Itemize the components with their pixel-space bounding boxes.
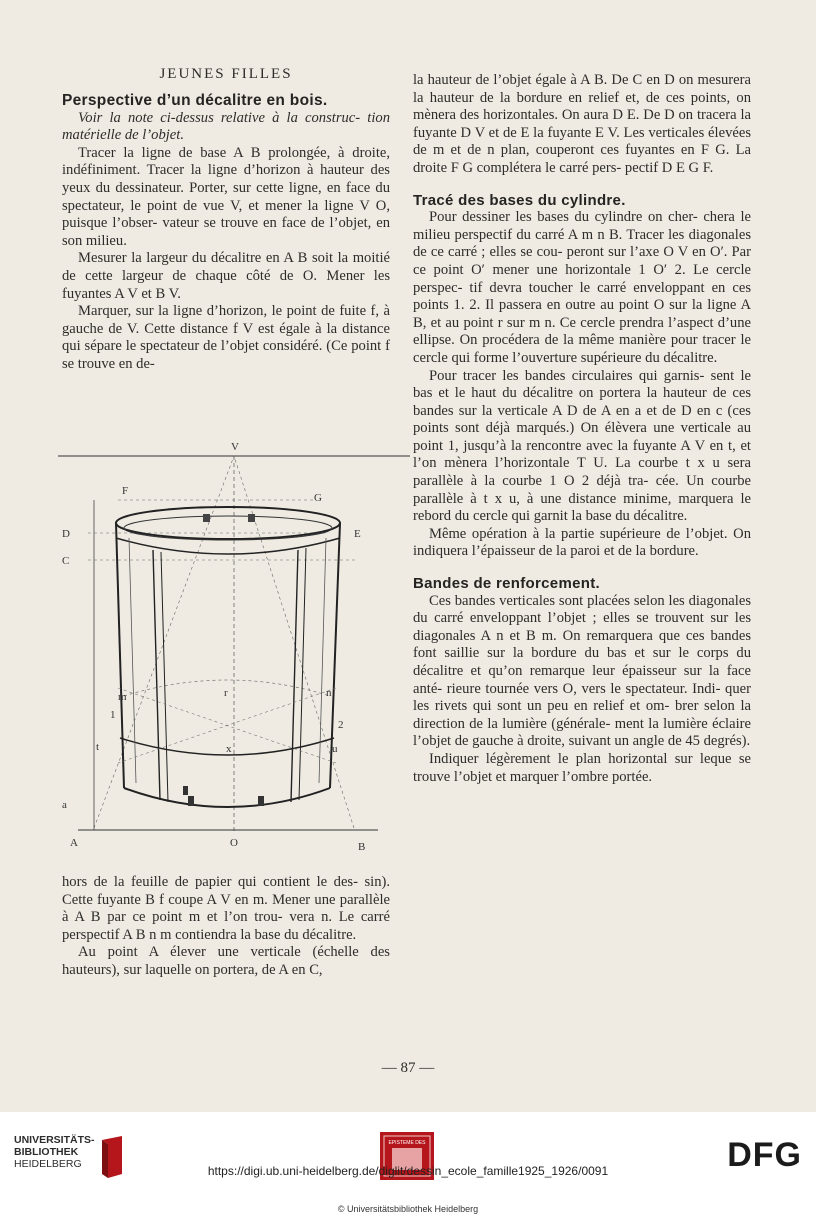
label-V: V: [231, 441, 239, 453]
section-title-bandes: Bandes de renforcement.: [413, 575, 600, 593]
right-paragraph-1: Pour dessiner les bases du cylindre on cher- chera le milieu perspectif du carré A m n B. Tracer les diagonales de ce carré ; elles se cou- peront sur l’axe O V en O′. Par ce point O′ mener une horizontale 1 O′ 2. Le cercle perspec- tif devra toucher le carré enveloppant en ces points 1. 2. Il passera en outre au point O sur la ligne A B, et au point r sur m n. Ce cercle prendra l’aspect d’une ellipse. On procédera de la même manière pour tracer le cercle qui forme l’ouverture supérieure du décalitre.: [413, 209, 751, 366]
label-2: 2: [338, 719, 344, 731]
copyright-notice: © Universitätsbibliothek Heidelberg: [337, 1204, 479, 1214]
section-title-bases: Tracé des bases du cylindre.: [413, 191, 626, 209]
label-E: E: [354, 528, 361, 540]
left-paragraph-3: Marquer, sur la ligne d’horizon, le point de fuite f, à gauche de V. Cette distance f V est égale à la distance qui sépare le spectateur de l’objet considéré. (Ce point f se trouve en de-: [62, 303, 390, 372]
ub-line-1: UNIVERSITÄTS-: [14, 1134, 95, 1146]
ub-line-2: BIBLIOTHEK: [14, 1146, 79, 1158]
episteme-logo-text: EPISTEME DES: [388, 1140, 426, 1146]
right-paragraph-4: Ces bandes verticales sont placées selon les diagonales du carré enveloppant l’objet ; elles se trouvent sur les diagonales A n et B m. On remarquera que ces bandes font saillie sur la bordure du bas et sur le corps du décalitre et qu’on remarque leur épaisseur sur la face anté- rieure tournée vers O, vers le spectateur. Indi- quer les rivets qui sont un peu en relief et om- brer selon la direction de la lumière (générale- ment la lumière éclaire l’objet de gauche à droite, suivant un angle de 45 degrés).: [413, 592, 751, 750]
left-paragraph-1: Tracer la ligne de base A B prolongée, à droite, indéfiniment. Tracer la ligne d’horizon à hauteur des yeux du dessinateur. Porter, sur cette ligne, en face du spectateur, le point de vue V, et mener la ligne V O, puisque l’obser- vateur se trouve en face de l’objet, en son milieu.: [62, 144, 390, 249]
label-F: F: [122, 485, 129, 497]
ub-line-3: HEIDELBERG: [14, 1158, 82, 1170]
left-paragraph-2: Mesurer la largeur du décalitre en A B soit la moitié de cette largeur de chaque côté de O. Mener les fuyantes A V et B V.: [62, 250, 390, 302]
ub-heidelberg-logo[interactable]: [14, 1134, 124, 1186]
label-x: x: [226, 743, 232, 755]
label-t: t: [96, 741, 100, 753]
dfg-logo[interactable]: DFG: [727, 1136, 802, 1174]
left-paragraph-5: Au point A élever une verticale (échelle des hauteurs), sur laquelle on portera, de A en C,: [62, 944, 390, 978]
permalink-url[interactable]: https://digi.ub.uni-heidelberg.de/diglit/dessin_ecole_famille1925_1926/0091: [207, 1164, 609, 1178]
right-paragraph-5: Indiquer légèrement le plan horizontal sur leque se trouve l’objet et marquer l’ombre portée.: [413, 750, 751, 785]
viewer-footer: [0, 1112, 816, 1231]
label-A: A: [70, 837, 78, 849]
intro-note: Voir la note ci-dessus relative à la construc- tion matérielle de l’objet.: [62, 109, 390, 144]
page-number: — 87 —: [381, 1060, 435, 1076]
label-G: G: [314, 492, 322, 504]
left-column-bottom: [62, 874, 390, 980]
label-n: n: [326, 687, 332, 699]
left-paragraph-4: hors de la feuille de papier qui contient le des- sin). Cette fuyante B f coupe A V en m. Mener une parallèle à A B par ce point m et l’on trou- vera n. Le carré perspectif A B n m contiendra la base du décalitre.: [62, 874, 390, 943]
left-column: [62, 92, 390, 374]
section-title-perspective: Perspective d’un décalitre en bois.: [62, 92, 328, 109]
right-paragraph-2: Pour tracer les bandes circulaires qui garnis- sent le bas et le haut du décalitre on portera la hauteur de ces bandes sur la verticale A D de A en a et de D en c (ces points sont déjà marqués.) On élèvera une verticale au point 1, jusqu’à la rencontre avec la fuyante A V en t, et l’on mènera l’horizontale T U. La courbe t x u sera parallèle à la courbe 1 O 2 déjà tra- cée. Un courbe parallèle à t x u, à une distance minime, marquera le rebord du cercle qui garnit la base du décalitre.: [413, 367, 751, 525]
label-B: B: [358, 841, 366, 853]
label-u: u: [332, 743, 338, 755]
label-m: m: [118, 691, 127, 703]
label-1: 1: [110, 709, 116, 721]
label-D: D: [62, 528, 70, 540]
decalitre-perspective-figure: [58, 438, 410, 858]
running-header: JEUNES FILLES: [159, 66, 293, 82]
label-C: C: [62, 555, 70, 567]
right-paragraph-0: la hauteur de l’objet égale à A B. De C en D on mesurera la hauteur de la bordure en relief et, de ces points, on mènera des horizontales. On aura D E. De D on tracera la fuyante D V et de E la fuyante E V. Les verticales élevées de m et de n plan, couperont ces fuyantes en F G. La droite F G complétera le carré pers- pectif D E G F.: [413, 72, 751, 176]
label-r: r: [224, 687, 228, 699]
label-a: a: [62, 799, 67, 811]
right-column: [413, 72, 751, 786]
right-paragraph-3: Même opération à la partie supérieure de l’objet. On indiquera l’épaisseur de la paroi et de la bordure.: [413, 525, 751, 560]
label-O: O: [230, 837, 238, 849]
